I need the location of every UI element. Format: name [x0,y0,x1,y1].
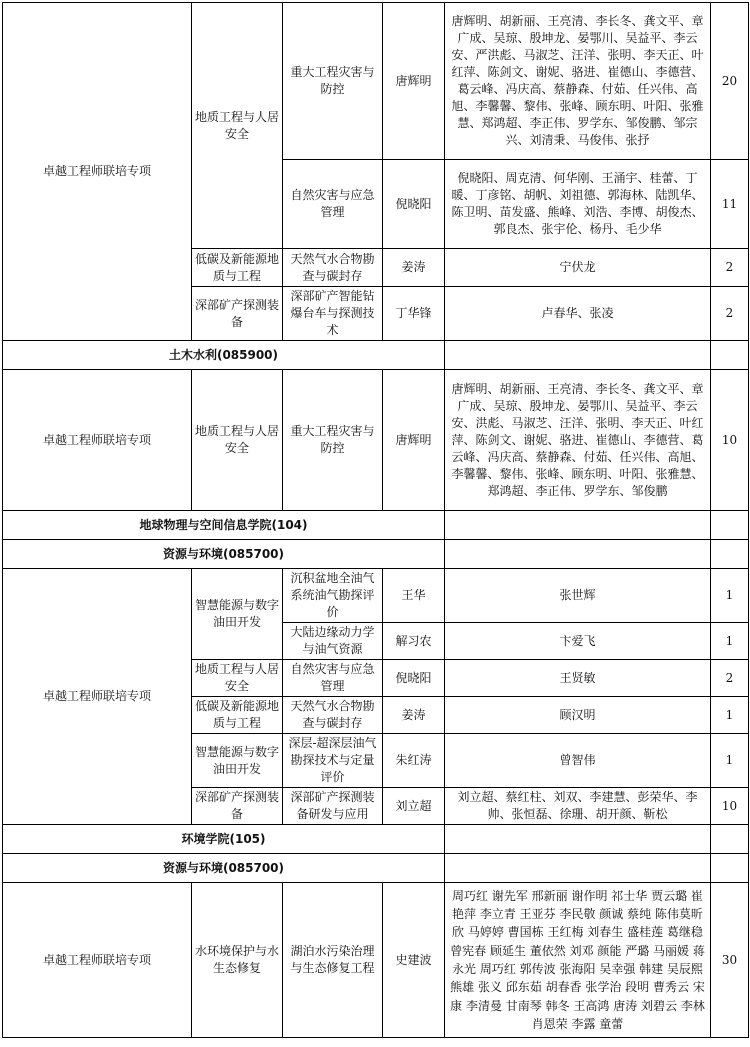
empty-cell [711,540,749,569]
table-row [3,569,749,623]
direction-cell: 深部矿产探测装备 [192,788,283,825]
topic-cell: 深层-超深层油气勘探技术与定量评价 [283,734,383,788]
empty-cell [445,341,711,370]
count-cell: 1 [711,697,749,734]
topic-cell: 自然灾害与应急管理 [283,160,383,249]
topic-cell: 大陆边缘动力学与油气资源 [283,623,383,660]
students-cell: 宁伏龙 [445,249,711,287]
table-row [3,883,749,1038]
topic-cell: 天然气水合物勘查与碳封存 [283,249,383,287]
count-cell: 11 [711,160,749,249]
program-cell: 卓越工程师联培专项 [3,3,192,341]
leader-cell: 解习农 [383,623,445,660]
count-cell: 1 [711,623,749,660]
empty-cell [445,511,711,540]
topic-cell: 自然灾害与应急管理 [283,660,383,697]
section-title: 资源与环境(085700) [3,540,445,569]
empty-cell [711,341,749,370]
program-cell: 卓越工程师联培专项 [3,883,192,1038]
leader-cell: 唐辉明 [383,370,445,511]
table-row [3,3,749,160]
page [0,2,750,1047]
topic-cell: 重大工程灾害与防控 [283,3,383,160]
topic-cell: 湖泊水污染治理与生态修复工程 [283,883,383,1038]
students-cell: 周巧红 谢先军 邢新丽 谢作明 祁士华 贾云璐 崔艳萍 李立青 王亚芬 李民敬 颜诚 蔡纯 陈伟莫昕欣 马婷婷 曹国栋 王红梅 刘春生 盛桂莲 葛继稳 曾宪春 顾延生 董依然 刘邓 颜能 严璐 马丽媛 蒋永光 周巧红 郭传波 张海阳 吴幸强 韩建 吴辰熙 熊雄 张义 邱东茹 胡春香 张学治 段明 曹秀云 宋康 李清曼 甘南琴 韩冬 王高鸿 唐涛 刘碧云 李林 肖恩荣 李露 童蕾 [445,883,711,1038]
empty-cell [711,825,749,854]
section-title: 环境学院(105) [3,825,445,854]
topic-cell: 沉积盆地全油气系统油气勘探评价 [283,569,383,623]
topic-cell: 深部矿产智能钻爆台车与探测技术 [283,287,383,341]
empty-cell [445,825,711,854]
section-row [3,854,749,883]
leader-cell: 倪晓阳 [383,660,445,697]
direction-cell: 水环境保护与水生态修复 [192,883,283,1038]
count-cell: 2 [711,249,749,287]
topic-cell: 深部矿产探测装备研发与应用 [283,788,383,825]
program-cell: 卓越工程师联培专项 [3,569,192,825]
table-row [3,370,749,511]
direction-cell: 低碳及新能源地质与工程 [192,249,283,287]
students-cell: 唐辉明、胡新丽、王亮清、李长冬、龚文平、章广成、吴琼、殷坤龙、晏鄂川、吴益平、李云安、洪彪、马淑芝、汪洋、张明、李天正、叶红萍、陈剑文、谢妮、骆进、崔德山、李德营、葛云峰、冯庆高、蔡静森、付茹、任兴伟、高旭、李馨馨、黎伟、张峰、顾东明、叶阳、张雅慧、郑鸿超、李正伟、罗学东、邹俊鹏 [445,370,711,511]
direction-cell: 深部矿产探测装备 [192,287,283,341]
section-row [3,540,749,569]
empty-cell [445,854,711,883]
students-cell: 王贤敏 [445,660,711,697]
count-cell: 1 [711,569,749,623]
section-title: 资源与环境(085700) [3,854,445,883]
section-title: 土木水利(085900) [3,341,445,370]
count-cell: 10 [711,788,749,825]
section-row [3,341,749,370]
enrollment-table [2,2,749,1038]
direction-cell: 智慧能源与数字油田开发 [192,569,283,660]
leader-cell: 丁华锋 [383,287,445,341]
topic-cell: 天然气水合物勘查与碳封存 [283,697,383,734]
direction-cell: 低碳及新能源地质与工程 [192,697,283,734]
leader-cell: 刘立超 [383,788,445,825]
students-cell: 刘立超、蔡红柱、刘双、李建慧、彭荣华、李帅、张恒磊、徐珊、胡开颜、靳松 [445,788,711,825]
empty-cell [711,511,749,540]
students-cell: 卢春华、张凌 [445,287,711,341]
students-cell: 唐辉明、胡新丽、王亮清、李长冬、龚文平、章广成、吴琼、殷坤龙、晏鄂川、吴益平、李云安、严洪彪、马淑芝、汪洋、张明、李天正、叶红萍、陈剑文、谢妮、骆进、崔德山、李德营、葛云峰、冯庆高、蔡静森、付茹、任兴伟、高旭、李馨馨、黎伟、张峰、顾东明、叶阳、张雅慧、郑鸿超、李正伟、罗学东、邹俊鹏、邹宗兴、刘清秉、马俊伟、张抒 [445,3,711,160]
leader-cell: 史建波 [383,883,445,1038]
students-cell: 曾智伟 [445,734,711,788]
topic-cell: 重大工程灾害与防控 [283,370,383,511]
empty-cell [445,540,711,569]
leader-cell: 唐辉明 [383,3,445,160]
students-cell: 卞爱飞 [445,623,711,660]
count-cell: 30 [711,883,749,1038]
section-row [3,511,749,540]
count-cell: 2 [711,287,749,341]
direction-cell: 地质工程与人居安全 [192,370,283,511]
direction-cell: 地质工程与人居安全 [192,660,283,697]
leader-cell: 倪晓阳 [383,160,445,249]
program-cell: 卓越工程师联培专项 [3,370,192,511]
direction-cell: 智慧能源与数字油田开发 [192,734,283,788]
leader-cell: 姜涛 [383,697,445,734]
leader-cell: 姜涛 [383,249,445,287]
direction-cell: 地质工程与人居安全 [192,3,283,249]
leader-cell: 王华 [383,569,445,623]
section-row [3,825,749,854]
leader-cell: 朱红涛 [383,734,445,788]
section-title: 地球物理与空间信息学院(104) [3,511,445,540]
students-cell: 张世辉 [445,569,711,623]
count-cell: 10 [711,370,749,511]
count-cell: 2 [711,660,749,697]
empty-cell [711,854,749,883]
count-cell: 1 [711,734,749,788]
students-cell: 倪晓阳、周克清、何华刚、王涌宇、桂蕾、丁暖、丁彦铭、胡帆、刘祖德、郭海林、陆凯华、陈卫明、苗发盛、熊峰、刘浩、李博、胡俊杰、郭良杰、张宇伦、杨丹、毛少华 [445,160,711,249]
count-cell: 20 [711,3,749,160]
students-cell: 顾汉明 [445,697,711,734]
